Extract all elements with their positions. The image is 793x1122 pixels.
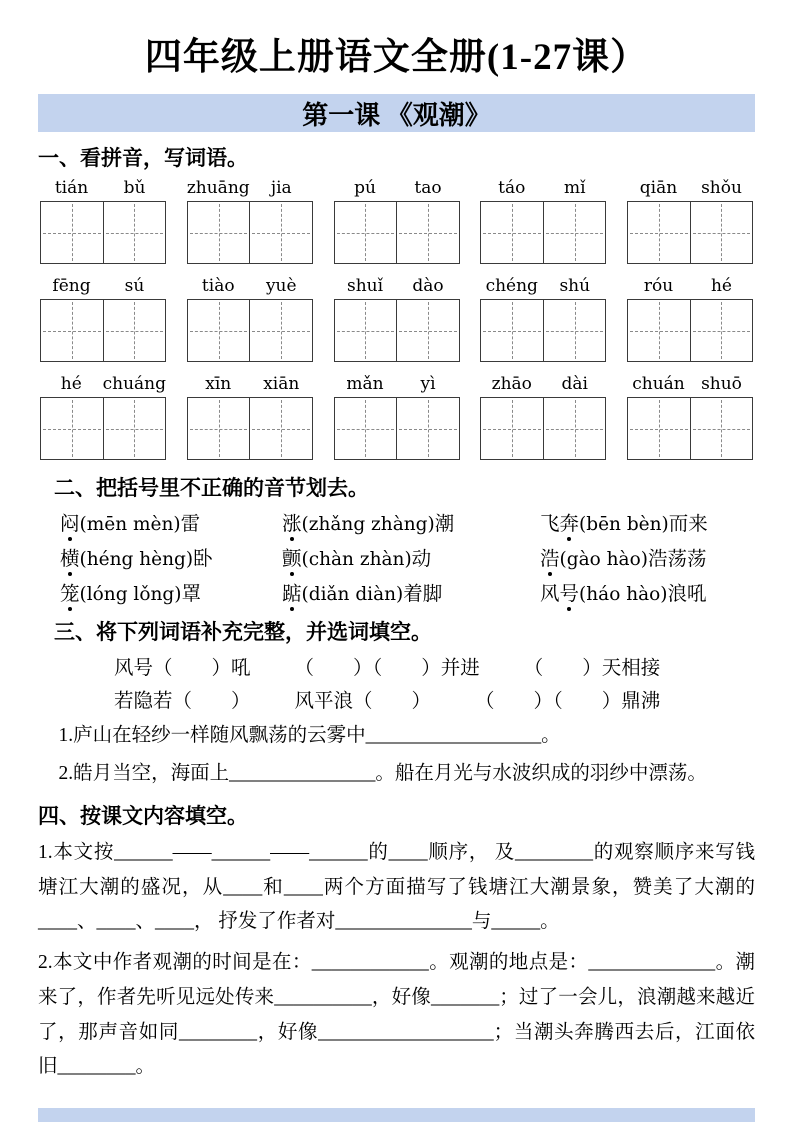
pinyin-labels [627,276,753,296]
syllable-choice-item [540,578,755,606]
writing-grid-box [480,201,606,264]
pinyin-word-group [480,178,606,264]
emphasized-char: 涨 [282,508,302,536]
syllable-options: (diǎn diàn) [301,584,404,605]
pinyin-syllable: dài [561,374,588,394]
choice-post-text: 雷 [180,514,201,535]
pinyin-syllable: sú [124,276,145,296]
fill-in-item: 2.本文中作者观潮的时间是在：____________。观潮的地点是：_____________。潮来了，作者先听见远处传来__________，好像_______；过了一会儿，浪潮越来越近了，那声音如同________，好像__________________；当潮头奔腾西去后，江面依旧________。 [38,952,755,1078]
pinyin-syllable: dào [412,276,444,296]
word-completion-line [114,685,755,713]
syllable-choice-item [282,508,540,536]
writing-cell[interactable] [335,300,397,361]
writing-cell[interactable] [335,398,397,459]
pinyin-word-group [627,276,753,362]
section-text-fill [38,800,755,1085]
emphasized-char: 浩 [540,543,560,571]
section-three-heading: 三、将下列词语补充完整，并选词填空。 [54,620,432,644]
writing-cell[interactable] [103,300,166,361]
choice-pre-text: 风 [540,584,560,605]
choice-post-text: 潮 [434,514,455,535]
fill-in-item: 2.皓月当空，海面上_______________。船在月光与水波织成的羽纱中漂荡。 [58,762,707,784]
pinyin-syllable: táo [498,178,526,198]
choice-post-text: 罩 [181,584,201,605]
pinyin-syllable: shuō [701,374,742,394]
pinyin-word-group [40,178,166,264]
writing-grid-box [187,299,313,362]
choice-pre-text: 飞 [540,514,560,535]
choice-post-text: 着脚 [403,584,443,605]
pinyin-labels [40,178,166,198]
writing-cell[interactable] [103,398,166,459]
pinyin-grid-rows [38,178,755,460]
emphasized-char: 踮 [282,578,302,606]
pinyin-labels [334,178,460,198]
pinyin-word-group [334,374,460,460]
syllable-choice-grid [38,508,755,606]
word-completion-item: 若隐若（ ） [114,691,251,712]
writing-grid-box [40,201,166,264]
writing-cell[interactable] [335,202,397,263]
word-completion-lines [38,652,755,713]
pinyin-labels [334,374,460,394]
writing-cell[interactable] [628,398,690,459]
syllable-choice-item [540,543,755,571]
writing-cell[interactable] [103,202,166,263]
writing-cell[interactable] [628,300,690,361]
writing-cell[interactable] [628,202,690,263]
section-four-heading: 四、按课文内容填空。 [38,804,248,829]
pinyin-word-group [187,276,313,362]
writing-grid-box [480,299,606,362]
writing-cell[interactable] [249,398,312,459]
emphasized-char: 闷 [60,508,80,536]
pinyin-labels [480,276,606,296]
pinyin-word-group [40,276,166,362]
section-one-heading: 一、看拼音，写词语。 [38,146,248,170]
word-completion-item: （ ）天相接 [523,658,661,679]
writing-grid-box [334,299,460,362]
pinyin-labels [187,276,313,296]
pinyin-syllable: qiān [639,178,678,198]
pinyin-syllable: mǐ [563,178,586,198]
pinyin-syllable: zhuāng [186,178,250,198]
pinyin-labels [480,178,606,198]
choice-post-text: 卧 [193,549,213,570]
pinyin-word-group [187,178,313,264]
writing-cell[interactable] [481,398,543,459]
three-items [38,719,755,790]
choice-post-text: 浩荡荡 [647,549,707,570]
writing-grid-box [627,299,753,362]
syllable-choice-item [282,543,540,571]
pinyin-syllable: chuán [632,374,685,394]
writing-cell[interactable] [41,300,103,361]
writing-grid-box [627,201,753,264]
pinyin-syllable: hé [710,276,732,296]
writing-cell[interactable] [188,398,250,459]
writing-grid-box [334,201,460,264]
pinyin-syllable: fēng [52,276,91,296]
writing-cell[interactable] [690,300,753,361]
syllable-options: (chàn zhàn) [301,549,412,570]
emphasized-char: 横 [60,543,80,571]
writing-grid-box [40,397,166,460]
fill-in-item: 1.本文按______——______——______的____顺序， 及________的观察顺序来写钱塘江大潮的盛况，从____和____两个方面描写了钱塘江大潮景象，赞美了大潮的____、____、____， 抒发了作者对______________与_____。 [38,842,755,933]
emphasized-char: 笼 [60,578,80,606]
section-word-completion [38,616,755,790]
syllable-options: (bēn bèn) [579,514,669,535]
word-completion-item: 风号（ ）吼 [114,658,251,679]
pinyin-syllable: chéng [485,276,538,296]
emphasized-char: 颤 [282,543,302,571]
writing-cell[interactable] [249,202,312,263]
writing-cell[interactable] [396,202,459,263]
syllable-choice-item [540,508,755,536]
pinyin-syllable: shǒu [701,178,742,198]
syllable-choice-item [60,543,282,571]
word-completion-item: （ ）（ ）并进 [294,658,480,679]
pinyin-labels [40,276,166,296]
syllable-choice-item [60,508,282,536]
syllable-options: (mēn mèn) [79,514,181,535]
pinyin-syllable: xiān [263,374,300,394]
pinyin-row [40,374,753,460]
syllable-choice-item [60,578,282,606]
pinyin-syllable: jia [270,178,292,198]
writing-cell[interactable] [249,300,312,361]
word-completion-item: 风平浪（ ） [294,691,432,712]
pinyin-syllable: xīn [205,374,232,394]
writing-grid-box [480,397,606,460]
pinyin-row [40,276,753,362]
fill-in-item: 1.庐山在轻纱一样随风飘荡的云雾中__________________。 [58,725,561,746]
pinyin-labels [334,276,460,296]
writing-cell[interactable] [481,300,543,361]
pinyin-word-group [480,276,606,362]
writing-cell[interactable] [396,398,459,459]
pinyin-labels [480,374,606,394]
pinyin-word-group [187,374,313,460]
pinyin-word-group [334,178,460,264]
syllable-options: (héng hèng) [79,549,194,570]
word-completion-line [114,652,755,680]
writing-grid-box [187,397,313,460]
pinyin-syllable: zhāo [491,374,532,394]
pinyin-word-group [627,178,753,264]
pinyin-labels [627,374,753,394]
pinyin-syllable: tao [414,178,442,198]
pinyin-syllable: pú [354,178,376,198]
next-lesson-band [38,1108,755,1122]
pinyin-word-group [480,374,606,460]
emphasized-char: 奔 [560,508,580,536]
pinyin-labels [40,374,166,394]
writing-cell[interactable] [690,202,753,263]
pinyin-syllable: hé [60,374,82,394]
writing-cell[interactable] [543,398,606,459]
writing-grid-box [40,299,166,362]
emphasized-char: 号 [560,578,580,606]
syllable-options: (háo hào) [579,584,668,605]
writing-grid-box [334,397,460,460]
pinyin-syllable: tián [54,178,89,198]
writing-cell[interactable] [41,398,103,459]
word-completion-item: （ ）（ ）鼎沸 [475,691,661,712]
pinyin-syllable: chuáng [102,374,166,394]
pinyin-row [40,178,753,264]
pinyin-syllable: mǎn [346,374,384,394]
four-items [38,836,755,1085]
writing-grid-box [627,397,753,460]
writing-cell[interactable] [690,398,753,459]
pinyin-syllable: tiào [201,276,235,296]
syllable-options: (lóng lǒng) [79,584,182,605]
section-pinyin-writing [38,142,755,460]
pinyin-word-group [40,374,166,460]
writing-cell[interactable] [188,300,250,361]
choice-post-text: 浪吼 [667,584,707,605]
syllable-options: (gào hào) [559,549,648,570]
syllable-choice-item [282,578,540,606]
pinyin-word-group [334,276,460,362]
writing-cell[interactable] [543,202,606,263]
lesson-header-band [38,94,755,132]
writing-cell[interactable] [41,202,103,263]
writing-cell[interactable] [396,300,459,361]
pinyin-syllable: shuǐ [346,276,384,296]
choice-post-text: 动 [411,549,432,570]
writing-grid-box [187,201,313,264]
pinyin-syllable: róu [643,276,674,296]
section-two-heading: 二、把括号里不正确的音节划去。 [54,476,369,500]
pinyin-labels [187,178,313,198]
pinyin-labels [187,374,313,394]
pinyin-syllable: bǔ [123,178,146,198]
writing-cell[interactable] [481,202,543,263]
pinyin-labels [627,178,753,198]
choice-post-text: 而来 [668,514,708,535]
syllable-options: (zhǎng zhàng) [301,514,435,535]
pinyin-word-group [627,374,753,460]
document-title: 四年级上册语文全册(1-27课） [144,37,649,78]
section-syllable-choice [38,472,755,606]
pinyin-syllable: yì [420,374,436,394]
writing-cell[interactable] [188,202,250,263]
lesson-title: 第一课 《观潮》 [302,100,491,130]
pinyin-syllable: yuè [265,276,297,296]
writing-cell[interactable] [543,300,606,361]
pinyin-syllable: shú [559,276,591,296]
